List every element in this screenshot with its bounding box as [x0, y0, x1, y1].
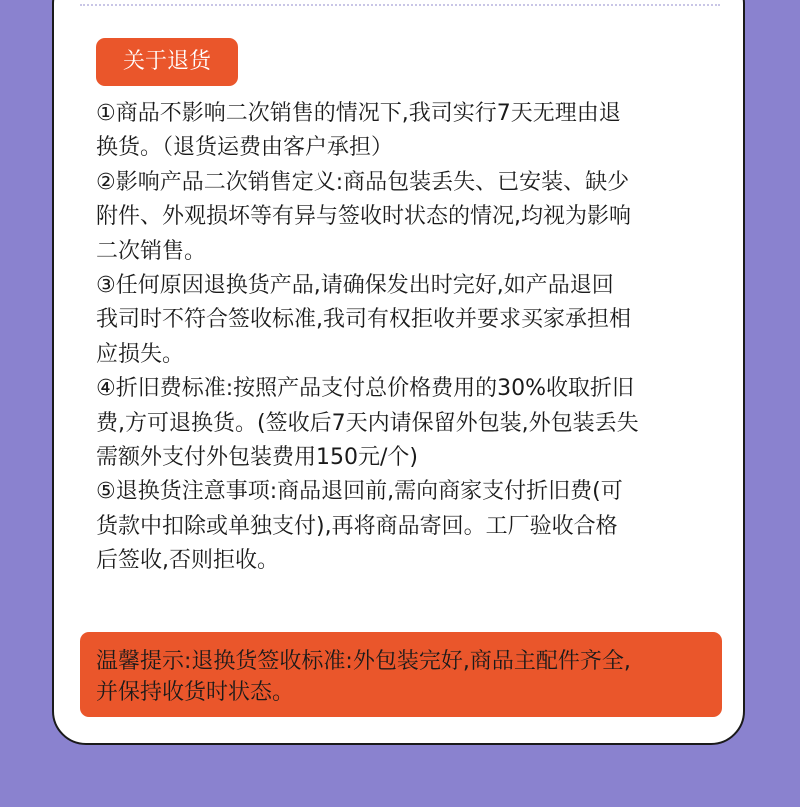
rule-item-3: ③任何原因退换货产品,请确保发出时完好,如产品退回 我司时不符合签收标准,我司有权拒收并要求买家承担相 应损失。: [96, 273, 631, 367]
dotted-divider: [80, 4, 720, 6]
warm-tip-box: 温馨提示:退换货签收标准:外包装完好,商品主配件齐全, 并保持收货时状态。: [80, 632, 722, 717]
rule-item-1: ①商品不影响二次销售的情况下,我司实行7天无理由退 换货。（退货运费由客户承担）: [96, 101, 621, 161]
section-title-tag: 关于退货: [96, 38, 238, 86]
rule-item-4: ④折旧费标准:按照产品支付总价格费用的30%收取折旧 费,方可退换货。(签收后7天内请保留外包装,外包装丢失 需额外支付外包装费用150元/个): [96, 376, 639, 471]
rule-item-5: ⑤退换货注意事项:商品退回前,需向商家支付折旧费(可 货款中扣除或单独支付),再将商品寄回。工厂验收合格 后签收,否则拒收。: [96, 479, 623, 574]
rule-item-2: ②影响产品二次销售定义:商品包装丢失、已安装、缺少 附件、外观损坏等有异与签收时状态的情况,均视为影响 二次销售。: [96, 169, 631, 264]
rules-list: [96, 97, 706, 579]
